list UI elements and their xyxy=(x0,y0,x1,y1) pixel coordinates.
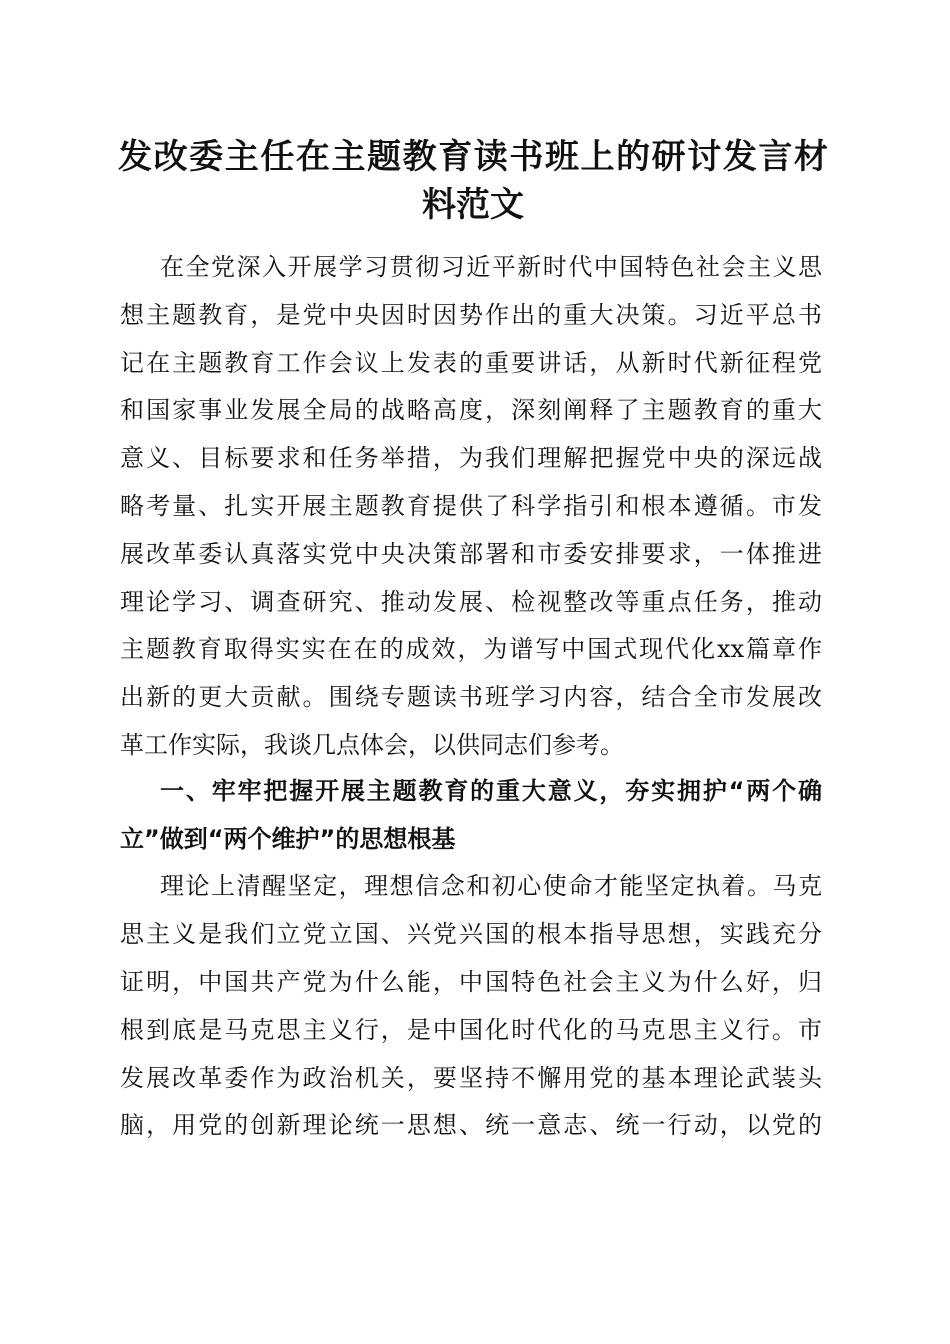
text-line: 想主题教育，是党中央因时因势作出的重大决策。习近平总书 xyxy=(120,300,822,329)
section-paragraph xyxy=(120,863,822,1150)
text-line: 理论上清醒坚定，理想信念和初心使命才能坚定执着。马克 xyxy=(160,872,822,901)
text-line: 革工作实际，我谈几点体会，以供同志们参考。 xyxy=(120,730,624,759)
intro-paragraph xyxy=(120,244,822,770)
text-line: 在全党深入开展学习贯彻习近平新时代中国特色社会主义思 xyxy=(160,253,822,281)
text-line: 展改革委认真落实党中央决策部署和市委安排要求，一体推进 xyxy=(120,539,822,568)
heading-line: 立”做到“两个维护”的思想根基 xyxy=(120,824,456,853)
text-line: 证明，中国共产党为什么能，中国特色社会主义为什么好，归 xyxy=(120,967,822,996)
document-body xyxy=(120,244,822,1150)
section-heading xyxy=(120,768,822,864)
text-line: 主题教育取得实实在在的成效，为谱写中国式现代化xx篇章作 xyxy=(120,635,822,664)
text-line: 根到底是马克思主义行，是中国化时代化的马克思主义行。市 xyxy=(120,1015,822,1044)
text-line: 出新的更大贡献。围绕专题读书班学习内容，结合全市发展改 xyxy=(120,683,822,712)
title-line: 发改委主任在主题教育读书班上的研讨发言材 xyxy=(118,137,828,177)
text-line: 理论学习、调查研究、推动发展、检视整改等重点任务，推动 xyxy=(120,587,822,616)
text-line: 思主义是我们立党立国、兴党兴国的根本指导思想，实践充分 xyxy=(120,920,822,949)
document-title xyxy=(118,134,828,230)
text-line: 意义、目标要求和任务举措，为我们理解把握党中央的深远战 xyxy=(120,444,822,473)
text-line: 略考量、扎实开展主题教育提供了科学指引和根本遵循。市发 xyxy=(120,491,822,520)
text-line: 和国家事业发展全局的战略高度，深刻阐释了主题教育的重大 xyxy=(120,396,822,425)
text-line: 发展改革委作为政治机关，要坚持不懈用党的基本理论武装头 xyxy=(120,1063,822,1092)
text-line: 记在主题教育工作会议上发表的重要讲话，从新时代新征程党 xyxy=(120,348,822,377)
text-line: 脑，用党的创新理论统一思想、统一意志、统一行动，以党的 xyxy=(120,1111,822,1140)
title-line: 料范文 xyxy=(422,184,524,225)
heading-line: 一、牢牢把握开展主题教育的重大意义，夯实拥护“两个确 xyxy=(160,776,822,805)
